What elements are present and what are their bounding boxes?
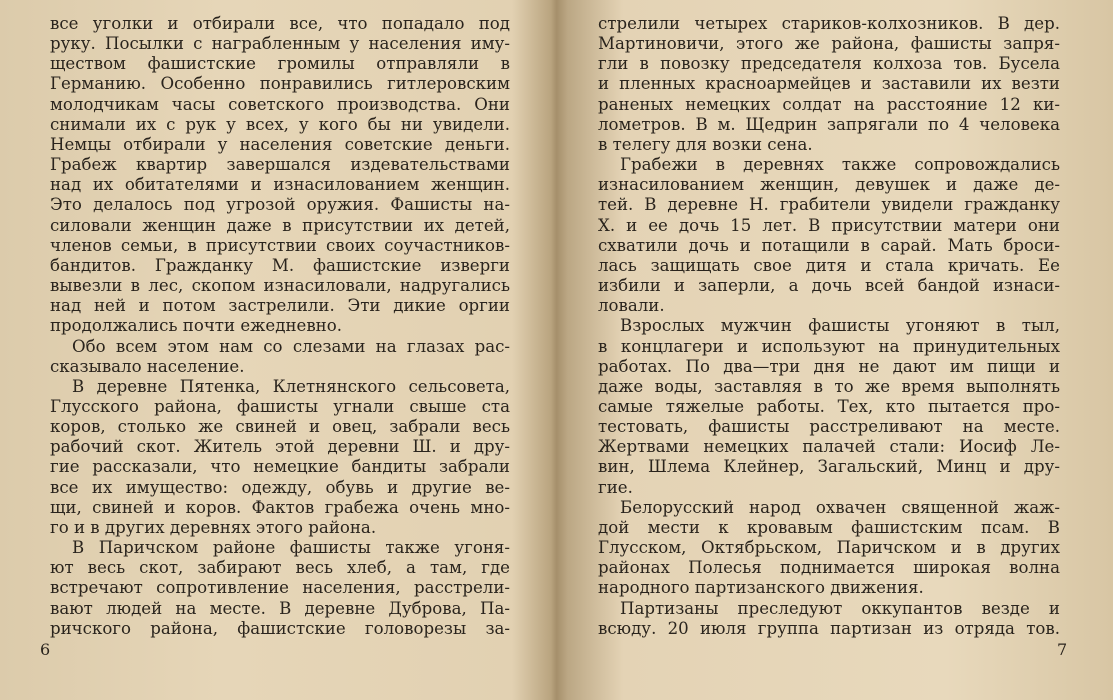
- left-page: [0, 0, 552, 700]
- text-line: все их имущество: одежду, обувь и другие ве-: [50, 477, 510, 497]
- text-line: Грабежи в деревнях также сопровождались: [620, 155, 1060, 175]
- text-line: гие рассказали, что немецкие бандиты забрали: [50, 457, 510, 477]
- text-line: в телегу для возки сена.: [598, 134, 813, 154]
- text-line: молодчикам часы советского производства. Они: [50, 94, 510, 114]
- text-line: Обо всем этом нам со слезами на глазах рас-: [72, 336, 510, 356]
- text-line: Немцы отбирали у населения советские деньги.: [50, 134, 510, 154]
- text-line: дой мести к кровавым фашистским псам. В: [598, 517, 1060, 537]
- right-page: [560, 0, 1113, 700]
- text-line: членов семьи, в присутствии своих соучастников-: [50, 235, 510, 255]
- text-line: ловали.: [598, 296, 665, 316]
- left-page-text: [50, 14, 510, 639]
- text-line: В деревне Пятенка, Клетнянского сельсовета,: [72, 376, 510, 396]
- right-page-text: [598, 14, 1060, 639]
- text-line: вывезли в лес, скопом изнасиловали, надругались: [50, 276, 510, 296]
- text-line: Это делалось под угрозой оружия. Фашисты на-: [50, 195, 510, 215]
- text-line: ют весь скот, забирают весь хлеб, а там, где: [50, 558, 510, 578]
- text-line: стрелили четырех стариков-колхозников. В дер.: [598, 14, 1060, 33]
- text-line: самые тяжелые работы. Тех, кто пытается про-: [598, 396, 1060, 416]
- text-line: даже воды, заставляя в то же время выполнять: [598, 376, 1060, 396]
- text-line: Партизаны преследуют оккупантов везде и: [620, 598, 1060, 618]
- text-line: в концлагери и используют на принудительных: [598, 336, 1060, 356]
- text-line: рабочий скот. Житель этой деревни Ш. и дру-: [50, 437, 510, 457]
- text-line: продолжались почти ежедневно.: [50, 316, 342, 336]
- text-line: тестовать, фашисты расстреливают на месте.: [598, 417, 1060, 437]
- text-line: Х. и ее дочь 15 лет. В присутствии матери они: [598, 215, 1060, 235]
- text-line: Глусского района, фашисты угнали свыше ста: [50, 396, 510, 416]
- text-line: ричского района, фашистские головорезы за-: [50, 618, 510, 638]
- text-line: всюду. 20 июля группа партизан из отряда тов.: [598, 618, 1060, 638]
- text-line: бандитов. Гражданку М. фашистские изверги: [50, 255, 510, 275]
- text-line: гие.: [598, 477, 633, 497]
- text-line: Глусском, Октябрьском, Паричском и в других: [598, 538, 1060, 558]
- text-line: районах Полесья поднимается широкая волна: [598, 558, 1060, 578]
- text-line: коров, столько же свиней и овец, забрали весь: [50, 417, 510, 437]
- text-line: схватили дочь и потащили в сарай. Мать броси-: [598, 235, 1060, 255]
- text-line: все уголки и отбирали все, что попадало под: [50, 14, 510, 33]
- text-line: щи, свиней и коров. Фактов грабежа очень мно-: [50, 497, 510, 517]
- text-line: вин, Шлема Клейнер, Загальский, Минц и дру-: [598, 457, 1060, 477]
- page-number: 6: [40, 640, 51, 659]
- text-line: над ней и потом застрелили. Эти дикие оргии: [50, 296, 510, 316]
- text-line: Белорусский народ охвачен священной жаж-: [620, 497, 1060, 517]
- text-line: гли в повозку председателя колхоза тов. Бусела: [598, 54, 1060, 74]
- text-line: Взрослых мужчин фашисты угоняют в тыл,: [620, 316, 1060, 336]
- text-line: избили и заперли, а дочь всей бандой изнаси-: [598, 276, 1060, 296]
- text-line: руку. Посылки с награбленным у населения иму-: [50, 34, 510, 54]
- text-line: лась защищать свое дитя и стала кричать. Ее: [598, 255, 1060, 275]
- text-line: Германию. Особенно понравились гитлеровским: [50, 74, 510, 94]
- text-line: ществом фашистские громилы отправляли в: [50, 54, 510, 74]
- text-line: вают людей на месте. В деревне Дуброва, Па-: [50, 598, 510, 618]
- text-line: снимали их с рук у всех, у кого бы ни увидели.: [50, 114, 510, 134]
- text-line: силовали женщин даже в присутствии их детей,: [50, 215, 510, 235]
- text-line: встречают сопротивление населения, расстрели-: [50, 578, 510, 598]
- text-line: тей. В деревне Н. грабители увидели гражданку: [598, 195, 1060, 215]
- text-line: над их обитателями и изнасилованием женщин.: [50, 175, 510, 195]
- text-line: лометров. В м. Щедрин запрягали по 4 человека: [598, 114, 1060, 134]
- page-number: 7: [1057, 640, 1068, 659]
- text-line: сказывало население.: [50, 356, 245, 376]
- text-line: народного партизанского движения.: [598, 578, 924, 598]
- text-line: раненых немецких солдат на расстояние 12 ки-: [598, 94, 1060, 114]
- text-line: и пленных красноармейцев и заставили их везти: [598, 74, 1060, 94]
- text-line: изнасилованием женщин, девушек и даже де-: [598, 175, 1060, 195]
- text-line: В Паричском районе фашисты также угоня-: [72, 538, 510, 558]
- text-line: Грабеж квартир завершался издевательствами: [50, 155, 510, 175]
- text-line: работах. По два—три дня не дают им пищи и: [598, 356, 1060, 376]
- text-line: Мартиновичи, этого же района, фашисты запря-: [598, 34, 1060, 54]
- text-line: го и в других деревнях этого района.: [50, 517, 377, 537]
- text-line: Жертвами немецких палачей стали: Иосиф Ле-: [598, 437, 1060, 457]
